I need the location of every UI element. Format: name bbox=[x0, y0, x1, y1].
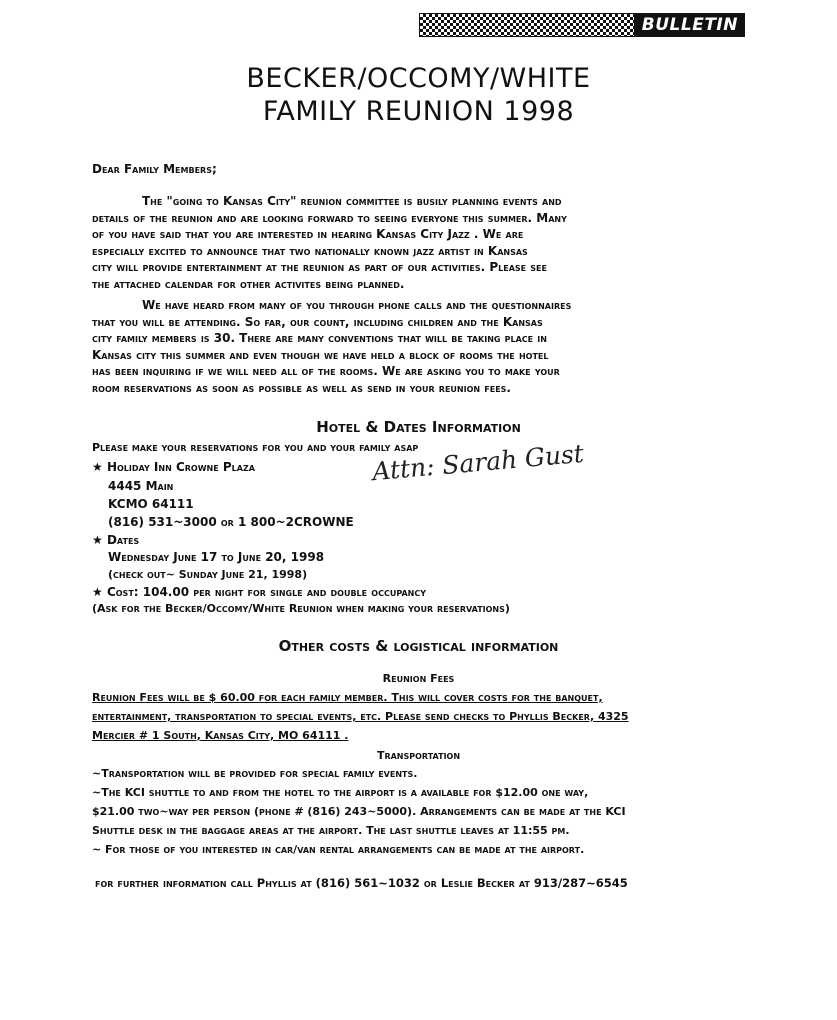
checker-pattern bbox=[420, 14, 634, 36]
dates: Wednesday June 17 to June 20, 1998 bbox=[108, 550, 325, 564]
paragraph-line: We have heard from many of you through phone calls and the questionnaires bbox=[142, 298, 572, 312]
paragraph-line: The "going to Kansas City" reunion committee is busily planning events and bbox=[142, 194, 562, 208]
bulletin-label: BULLETIN bbox=[634, 14, 744, 36]
checkout: (check out~ Sunday June 21, 1998) bbox=[108, 568, 308, 581]
transport-line: ~The KCI shuttle to and from the hotel to the airport is a available for $12.00 one way, bbox=[92, 786, 589, 799]
paragraph-line: room reservations as soon as possible as well as send in your reunion fees. bbox=[92, 380, 511, 395]
star-icon: ★ bbox=[92, 533, 103, 547]
handwritten-signature: Attn: Sarah Gust bbox=[371, 438, 585, 487]
title-line-1: BECKER/OCCOMY/WHITE bbox=[246, 63, 591, 94]
transportation-heading: Transportation bbox=[376, 749, 461, 762]
paragraph-line: has been inquiring if we will need all of the rooms. We are asking you to make your bbox=[92, 364, 560, 379]
hotel-name-line bbox=[92, 460, 255, 474]
footer-contact: for further information call Phyllis at (816) 561~1032 or Leslie Becker at 913/287~6545 bbox=[95, 876, 628, 890]
paragraph-line: of you have said that you are interested in hearing Kansas City Jazz . We are bbox=[92, 227, 524, 242]
paragraph-line: details of the reunion and are looking forward to seeing everyone this summer. Many bbox=[92, 210, 567, 225]
fees-line: Reunion Fees will be $ 60.00 for each family member. This will cover costs for the banquet, bbox=[92, 691, 603, 704]
title-line-2: FAMILY REUNION 1998 bbox=[262, 96, 575, 127]
dates-label-line bbox=[92, 533, 139, 547]
hotel-address-1: 4445 Main bbox=[108, 479, 174, 493]
fees-line: Mercier # 1 South, Kansas City, MO 64111 . bbox=[92, 729, 349, 742]
dates-label: Dates bbox=[106, 533, 140, 547]
bulletin-banner bbox=[419, 13, 745, 37]
reunion-fees-heading: Reunion Fees bbox=[382, 672, 455, 685]
fees-line: entertainment, transportation to special events, etc. Please send checks to Phyllis Becker, 4325 bbox=[92, 710, 629, 723]
hotel-intro: Please make your reservations for you and your family asap bbox=[92, 441, 419, 454]
paragraph-1 bbox=[92, 193, 732, 293]
cost: Cost: 104.00 per night for single and double occupancy bbox=[106, 585, 427, 599]
transport-line: ~Transportation will be provided for special family events. bbox=[92, 767, 418, 780]
cost-line bbox=[92, 585, 426, 599]
paragraph-line: especially excited to announce that two nationally known jazz artist in Kansas bbox=[92, 243, 528, 258]
transport-line: ~ For those of you interested in car/van rental arrangements can be made at the airport. bbox=[92, 843, 585, 856]
transport-line: $21.00 two~way per person (phone # (816) 243~5000). Arrangements can be made at the KCI bbox=[92, 805, 626, 818]
paragraph-line: Kansas city this summer and even though we have held a block of rooms the hotel bbox=[92, 347, 549, 362]
hotel-address-2: KCMO 64111 bbox=[108, 497, 194, 511]
paragraph-line: that you will be attending. So far, our count, including children and the Kansas bbox=[92, 314, 543, 329]
hotel-phone: (816) 531~3000 or 1 800~2CROWNE bbox=[108, 515, 354, 529]
paragraph-line: city will provide entertainment at the reunion as part of our activities. Please see bbox=[92, 260, 547, 275]
reservation-note: (Ask for the Becker/Occomy/White Reunion when making your reservations) bbox=[92, 602, 510, 615]
paragraph-line: city family members is 30. There are many conventions that will be taking place in bbox=[92, 331, 547, 346]
paragraph-2 bbox=[92, 297, 732, 397]
hotel-heading: Hotel & Dates Information bbox=[316, 418, 521, 436]
star-icon: ★ bbox=[92, 585, 103, 599]
star-icon: ★ bbox=[92, 460, 103, 474]
hotel-name: Holiday Inn Crowne Plaza bbox=[106, 460, 255, 474]
other-costs-heading: Other costs & logistical information bbox=[278, 637, 559, 655]
paragraph-line: the attached calendar for other activites being planned. bbox=[92, 276, 405, 291]
greeting: Dear Family Members; bbox=[92, 162, 217, 176]
transport-line: Shuttle desk in the baggage areas at the airport. The last shuttle leaves at 11:55 pm. bbox=[92, 824, 570, 837]
